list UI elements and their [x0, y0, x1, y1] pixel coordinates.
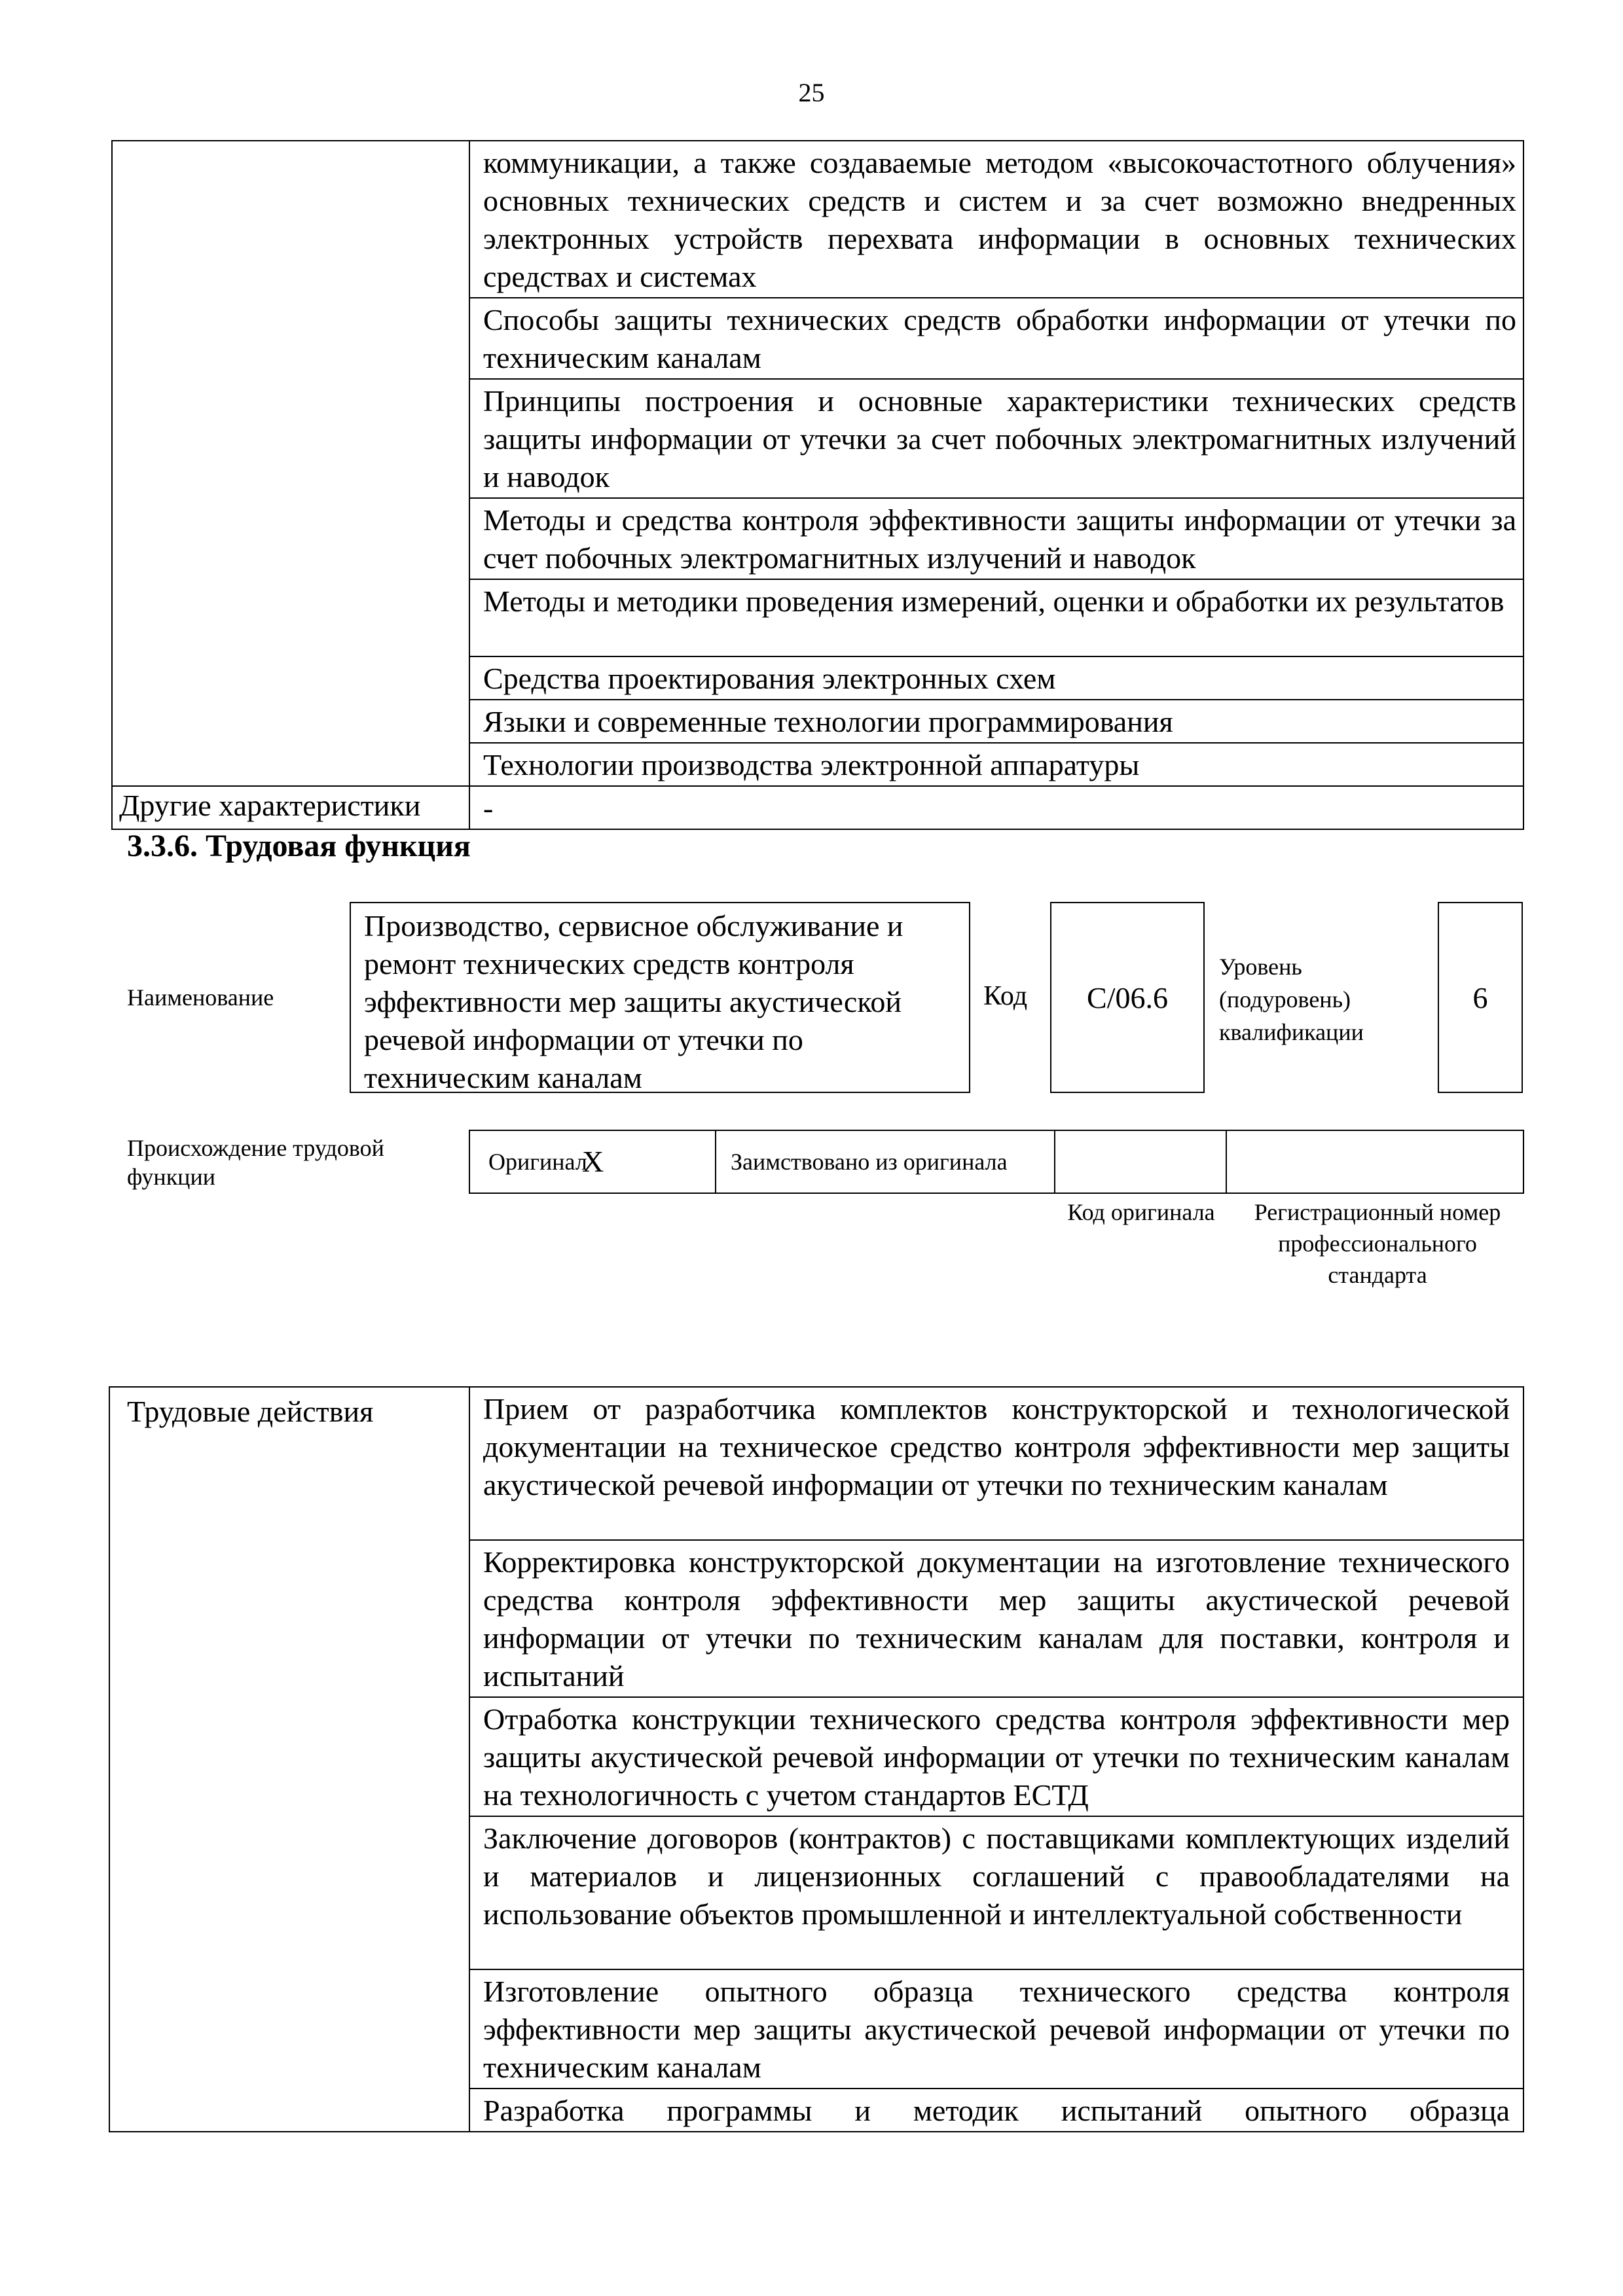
action-item: Разработка программы и методик испытаний опытного образца	[469, 2089, 1523, 2132]
table-row	[469, 1130, 1523, 1193]
knowledge-item: Методы и средства контроля эффективности защиты информации от утечки за счет побочных электромагнитных излучений и наводок	[469, 498, 1523, 579]
code-caption: Код оригинала	[1067, 1199, 1215, 1225]
name-label: Наименование	[127, 984, 274, 1011]
page-number: 25	[798, 78, 825, 107]
function-code-value: С/06.6	[1087, 980, 1168, 1014]
knowledge-item: Технологии производства электронной аппаратуры	[469, 743, 1523, 786]
registration-number-cell	[1226, 1130, 1523, 1193]
knowledge-item: Принципы построения и основные характеристики технических средств защиты информации от утечки за счет побочных электромагнитных излучений и наводок	[469, 379, 1523, 498]
table-row	[109, 1387, 1523, 1540]
knowledge-item: Языки и современные технологии программирования	[469, 700, 1523, 743]
actions-label: Трудовые действия	[109, 1387, 469, 2132]
actions-table	[109, 1386, 1524, 2132]
other-characteristics-label: Другие характеристики	[112, 786, 469, 829]
function-code-box	[1050, 902, 1205, 1093]
action-item: Корректировка конструкторской документации на изготовление технического средства контроля эффективности мер защиты акустической речевой информации от утечки по техническим каналам для поставки, контроля и испытаний	[469, 1540, 1523, 1697]
original-code-cell	[1055, 1130, 1226, 1193]
other-characteristics-value: -	[469, 786, 1523, 829]
function-name-box: Производство, сервисное обслуживание и ремонт технических средств контроля эффективности мер защиты акустической речевой информации от утечки по техническим каналам	[350, 902, 970, 1093]
action-item: Прием от разработчика комплектов конструкторской и технологической документации на техническое средство контроля эффективности мер защиты акустической речевой информации от утечки по техническим каналам	[469, 1387, 1523, 1540]
knowledge-item: Методы и методики проведения измерений, оценки и обработки их результатов	[469, 579, 1523, 656]
original-label: Оригинал	[469, 1130, 578, 1193]
function-level-box	[1438, 902, 1523, 1093]
action-item: Заключение договоров (контрактов) с поставщиками комплектующих изделий и материалов и лицензионных соглашений с правообладателями на использование объектов промышленной и интеллектуальной собственности	[469, 1816, 1523, 1969]
origin-label: Происхождение трудовой функции	[127, 1135, 384, 1190]
action-item: Отработка конструкции технического средства контроля эффективности мер защиты акустической речевой информации от утечки по техническим каналам на технологичность с учетом стандартов ЕСТД	[469, 1697, 1523, 1816]
level-label: Уровень (подуровень) квалификации	[1219, 954, 1364, 1045]
knowledge-item: Способы защиты технических средств обработки информации от утечки по техническим каналам	[469, 298, 1523, 379]
function-level-value: 6	[1472, 980, 1488, 1014]
registration-caption: Регистрационный номер профессионального стандарта	[1254, 1199, 1501, 1288]
knowledge-item: Средства проектирования электронных схем	[469, 656, 1523, 700]
table-row	[112, 786, 1523, 829]
empty-label-cell	[112, 141, 469, 786]
original-mark: Х	[578, 1130, 716, 1193]
knowledge-table	[111, 140, 1524, 830]
table-row	[112, 141, 1523, 298]
code-label: Код	[983, 981, 1028, 1011]
section-heading: 3.3.6. Трудовая функция	[127, 829, 471, 863]
borrowed-label: Заимствовано из оригинала	[716, 1130, 1055, 1193]
action-item: Изготовление опытного образца технического средства контроля эффективности мер защиты акустической речевой информации от утечки по техническим каналам	[469, 1969, 1523, 2089]
origin-table	[469, 1130, 1524, 1194]
knowledge-item: коммуникации, а также создаваемые методом «высокочастотного облучения» основных технических средств и систем и за счет возможно внедренных электронных устройств перехвата информации в основных технических средствах и системах	[469, 141, 1523, 298]
